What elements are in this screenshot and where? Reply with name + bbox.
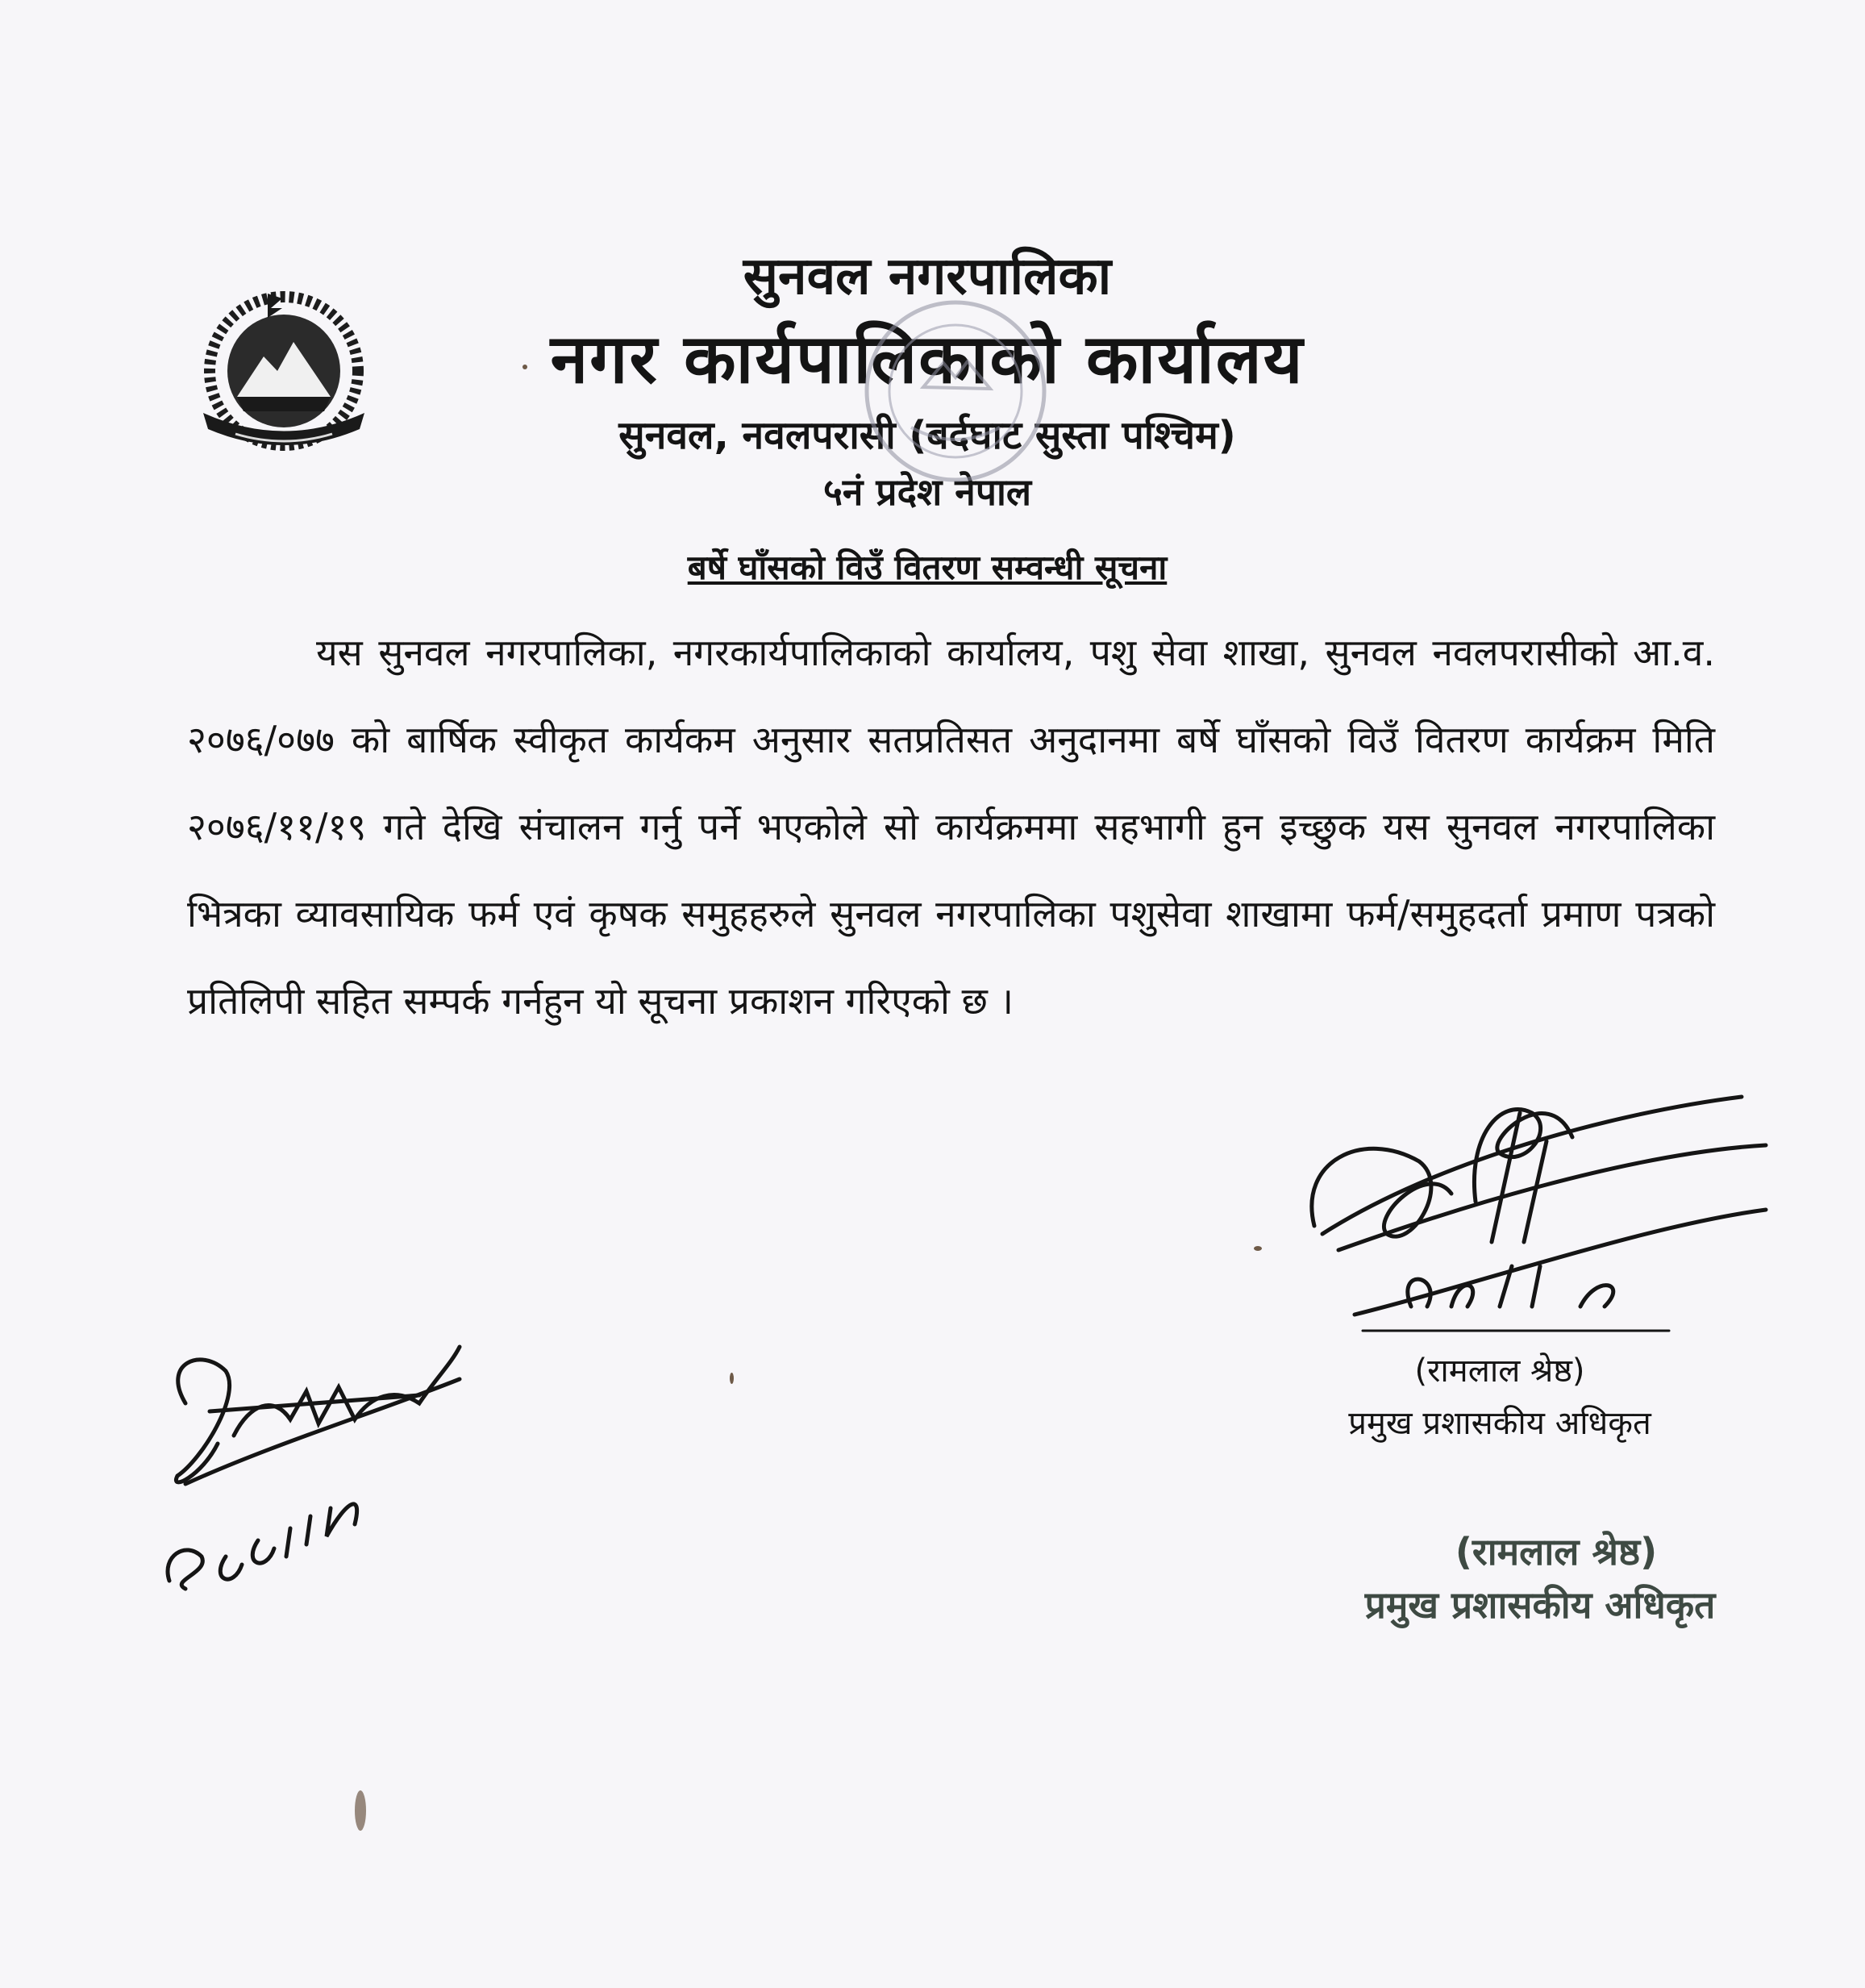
- scan-speck: [1254, 1246, 1262, 1251]
- signatory-title: प्रमुख प्रशासकीय अधिकृत: [1348, 1405, 1651, 1442]
- office-address: सुनवल, नवलपरासी (बर्दघाट सुस्ता पश्चिम): [618, 413, 1236, 458]
- signatory-name: (रामलाल श्रेष्ठ): [1414, 1352, 1585, 1390]
- scan-speck: [730, 1373, 734, 1384]
- stamp-title: प्रमुख प्रशासकीय अधिकृत: [1364, 1583, 1716, 1627]
- office-name: नगर कार्यपालिकाको कार्यालय: [550, 319, 1305, 398]
- handwritten-signature-icon: [1290, 1065, 1774, 1355]
- handwritten-initials-icon: [153, 1315, 508, 1605]
- nepal-government-emblem-icon: [187, 276, 381, 461]
- municipality-name: सुनवल नगरपालिका: [743, 247, 1112, 306]
- scan-speck: [355, 1790, 366, 1831]
- office-seal-icon: [855, 290, 1056, 492]
- notice-title: बर्षे घाँसको विउँ वितरण सम्वन्धी सूचना: [687, 548, 1168, 587]
- scan-speck: [522, 365, 527, 369]
- notice-body: यस सुनवल नगरपालिका, नगरकार्यपालिकाको कार्यालय, पशु सेवा शाखा, सुनवल नवलपरासीको आ.व. २०७६/०७७ को बार्षिक स्वीकृत कार्यकम अनुसार सतप्रतिसत अनुदानमा बर्षे घाँसको विउँ वितरण कार्यक्रम मिति २०७६/११/१९ गते देखि संचालन गर्नु पर्ने भएकोले सो कार्यक्रममा सहभागी हुन इच्छुक यस सुनवल नगरपालिका भित्रका व्यावसायिक फर्म एवं कृषक समुहहरुले सुनवल नगरपालिका पशुसेवा शाखामा फर्म/समुहदर्ता प्रमाण पत्रको प्रतिलिपी सहित सम्पर्क गर्नहुन यो सूचना प्रकाशन गरिएको छ ।: [187, 631, 1715, 1023]
- province-line: ५नं प्रदेश नेपाल: [822, 470, 1032, 514]
- stamp-name: (रामलाल श्रेष्ठ): [1455, 1530, 1658, 1573]
